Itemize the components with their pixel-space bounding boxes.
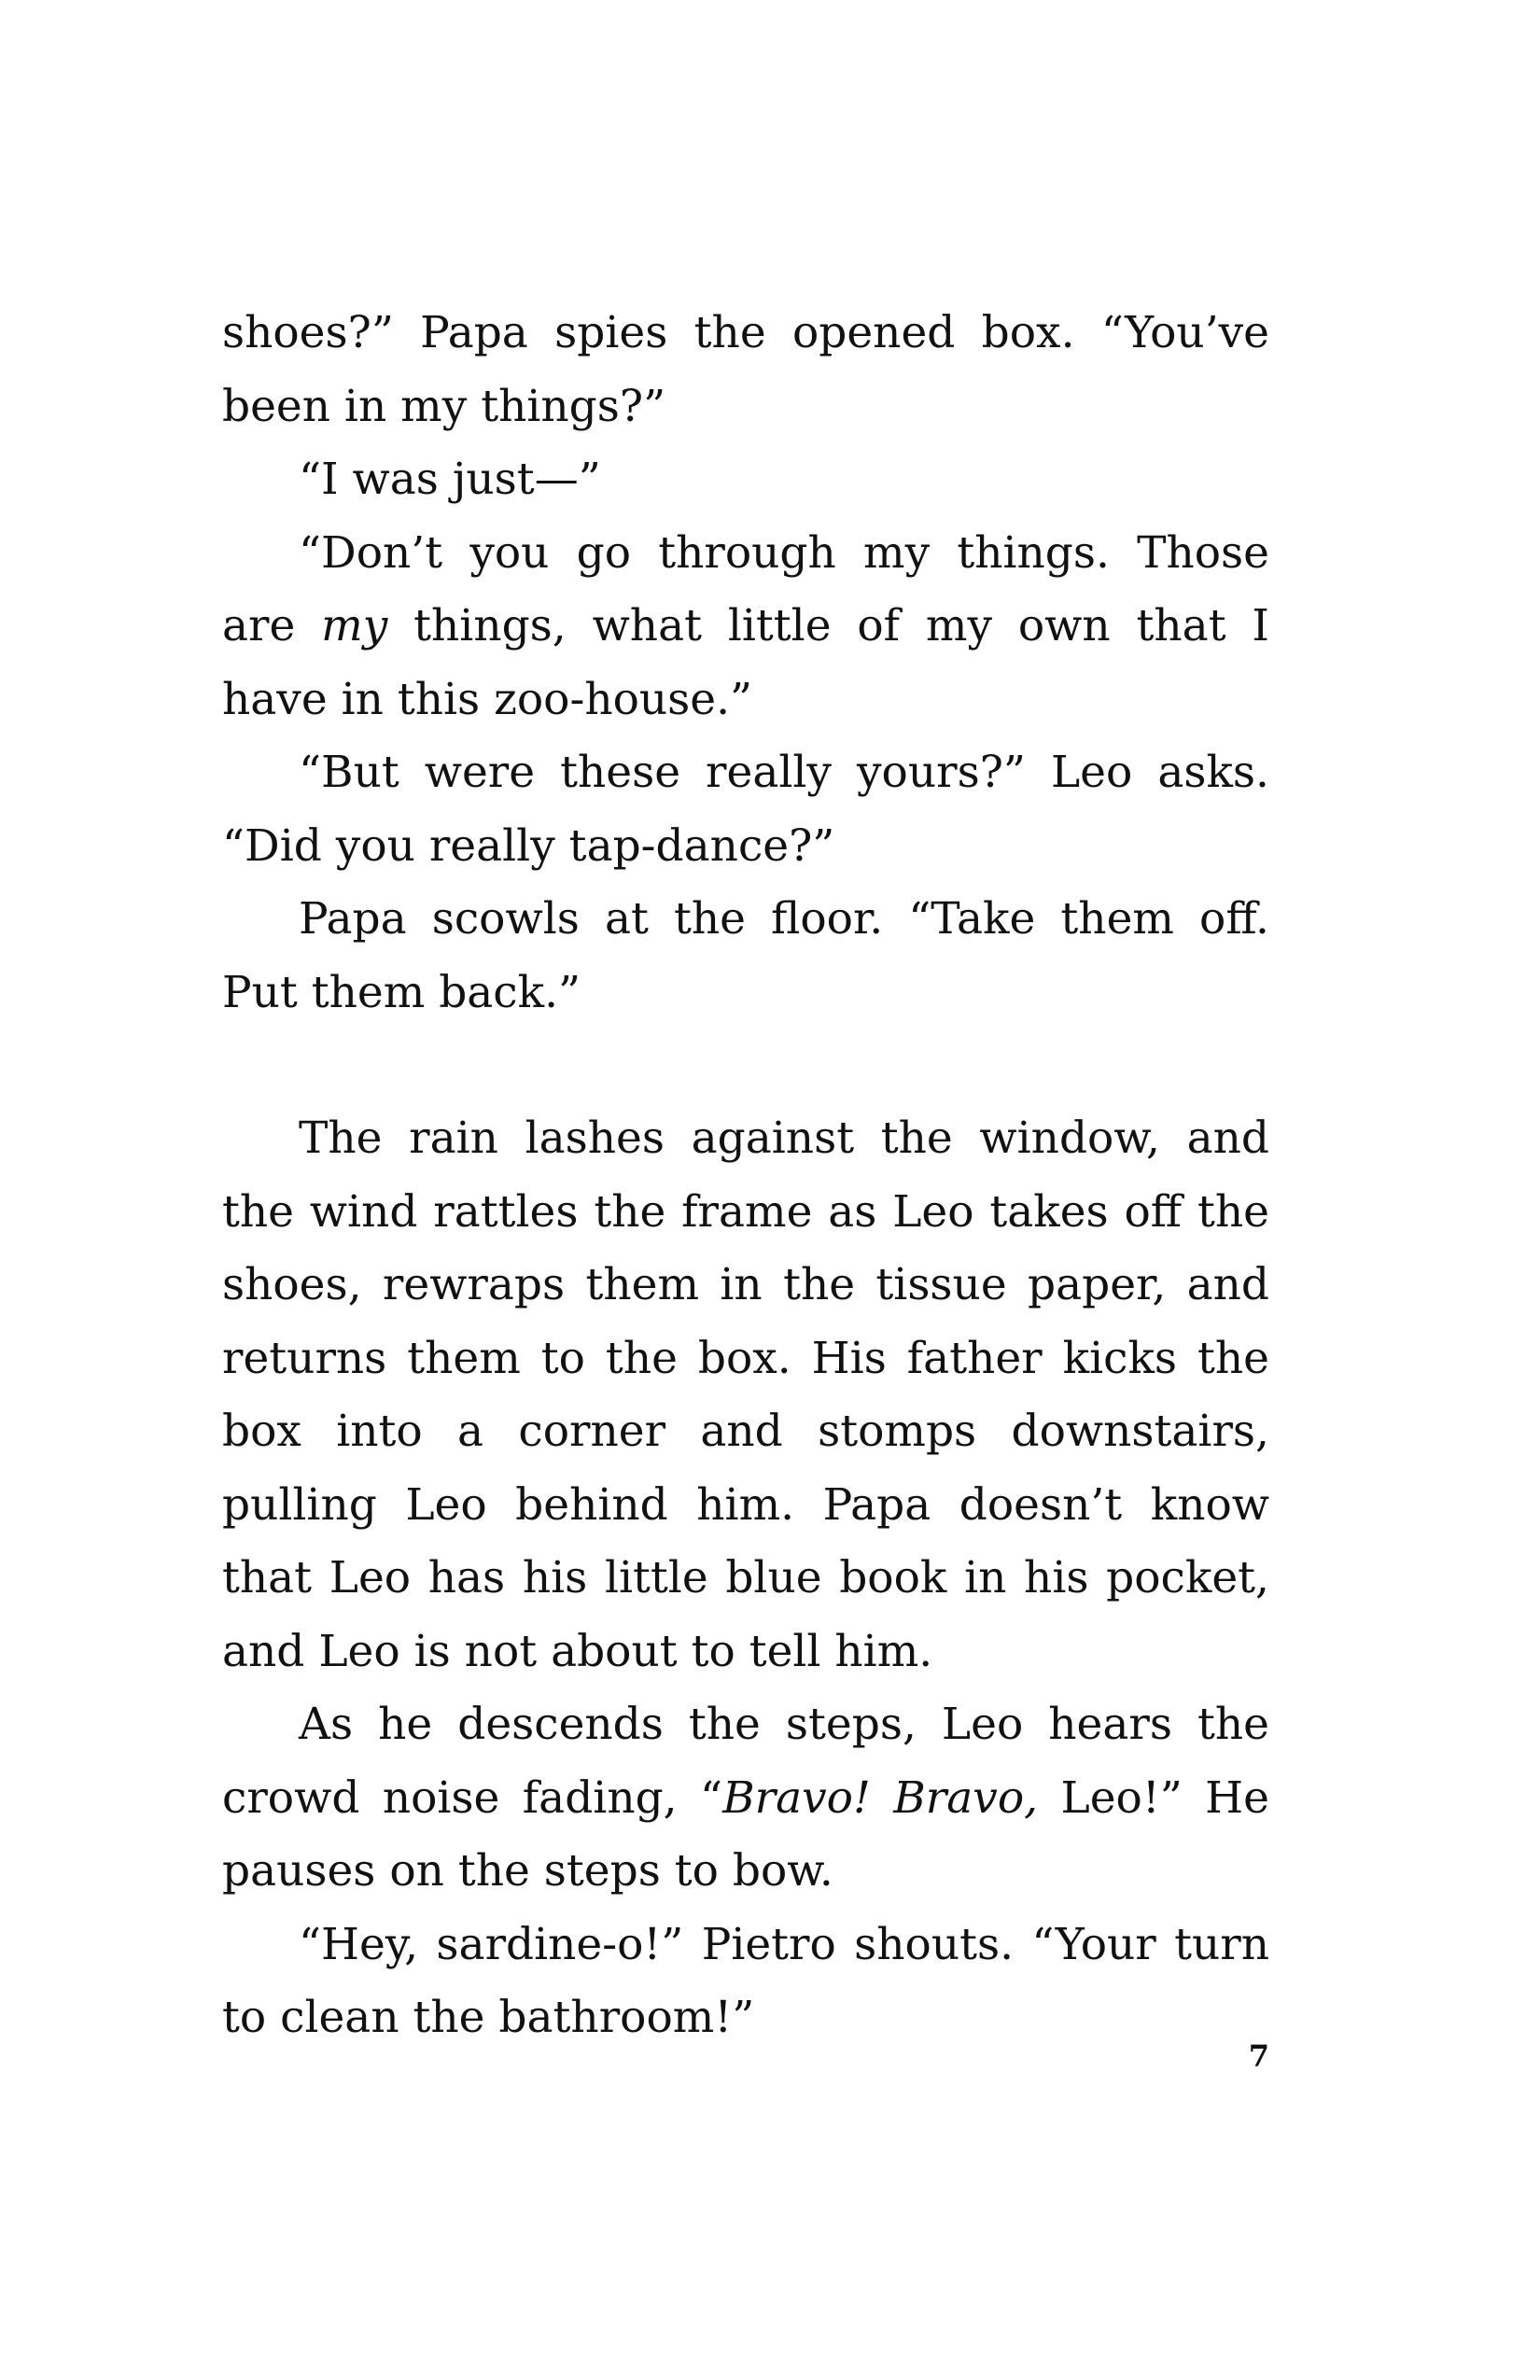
paragraph-7 [222,1688,1269,1909]
paragraph-1: shoes?” Papa spies the opened box. “You’ve been in my things?” [222,307,1269,432]
body-text [222,297,1269,2055]
paragraph-3-after: things, what little of my own that I have in this zoo-house.” [222,600,1269,725]
paragraph-7-emphasis: Bravo! Bravo, [722,1771,1039,1824]
paragraph-3-emphasis: my [321,600,388,651]
paragraph-3 [222,517,1269,737]
page-number: 7 [1248,2038,1269,2074]
paragraph-8: “Hey, sardine-o!” Pietro shouts. “Your turn to clean the bathroom!” [222,1918,1269,2043]
paragraph-4: “But were these really yours?” Leo asks. “Did you really tap-dance?” [222,747,1269,872]
paragraph-7-before: As he descends the steps, Leo hears the crowd noise fading, “ [222,1699,1269,1824]
paragraph-6: The rain lashes against the window, and the wind rattles the frame as Leo takes off the shoes, rewraps them in the tissue paper, and returns them to the box. His father kicks the box into a corner and stomps downstairs, pulling Leo behind him. Papa doesn’t know that Leo has his little blue book in his pocket, and Leo is not about to tell him. [222,1113,1269,1677]
paragraph-7-after: Leo!” He pauses on the steps to bow. [222,1771,1269,1897]
paragraph-2: “I was just—” [299,454,601,505]
paragraph-3-before: “Don’t you go through my things. Those are [222,526,1269,651]
paragraph-5: Papa scowls at the floor. “Take them off. Put them back.” [222,893,1269,1018]
